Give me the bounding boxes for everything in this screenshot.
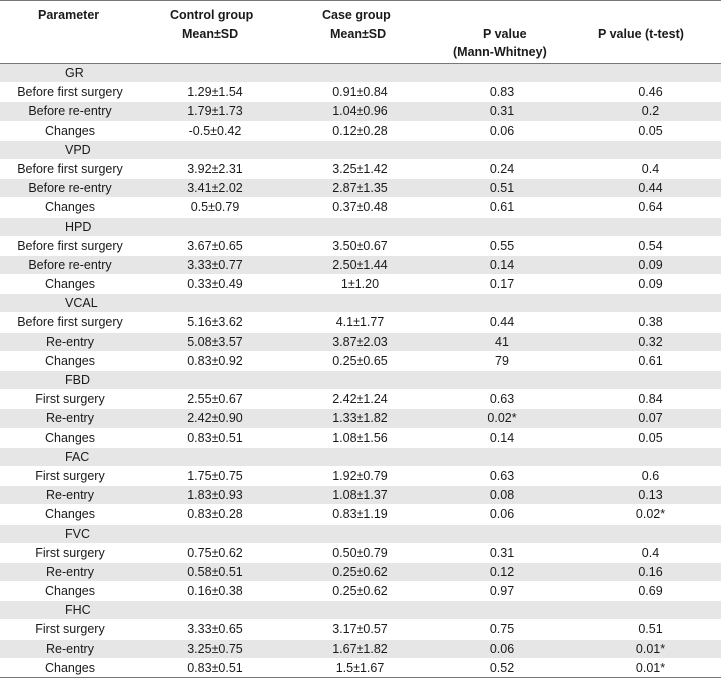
group-label: FAC [65, 449, 90, 464]
table-row [0, 83, 721, 102]
group-row [0, 448, 721, 467]
table-row [0, 640, 721, 659]
group-row [0, 371, 721, 390]
pvalue-ttest: 0.01* [635, 660, 666, 675]
pvalue-ttest: 0.84 [638, 392, 663, 407]
control-value: 0.58±0.51 [187, 564, 243, 579]
pvalue-ttest: 0.51 [638, 622, 663, 637]
pvalue-mann-whitney: 0.83 [489, 85, 515, 100]
table-row [0, 102, 721, 121]
pvalue-mann-whitney: 0.63 [489, 468, 515, 483]
pvalue-ttest: 0.16 [638, 564, 663, 579]
table-row [0, 237, 721, 256]
case-value: 0.25±0.65 [332, 353, 388, 368]
pvalue-mann-whitney: 0.63 [489, 392, 515, 407]
group-row [0, 525, 721, 544]
table-row [0, 659, 721, 678]
group-label: FBD [65, 373, 90, 387]
case-value: 1±1.20 [340, 277, 380, 292]
group-row [0, 601, 721, 620]
pvalue-ttest: 0.09 [638, 257, 663, 272]
case-value: 1.67±1.82 [332, 641, 388, 656]
pvalue-ttest: 0.69 [638, 584, 663, 599]
table-row [0, 390, 721, 409]
table-row [0, 582, 721, 601]
row-label: Before first surgery [17, 238, 123, 253]
pvalue-ttest: 0.02* [635, 507, 666, 522]
group-row [0, 218, 721, 237]
pvalue-ttest: 0.05 [638, 123, 663, 138]
pvalue-ttest: 0.4 [641, 545, 660, 560]
group-row [0, 64, 721, 83]
control-value: 1.29±1.54 [187, 85, 243, 100]
case-value: 0.37±0.48 [332, 200, 388, 215]
control-value: 1.75±0.75 [187, 468, 243, 483]
case-value: 2.42±1.24 [332, 392, 388, 407]
row-label: Re-entry [46, 488, 94, 503]
control-value: 0.16±0.38 [187, 584, 243, 599]
table-row [0, 409, 721, 428]
control-value: 0.83±0.28 [187, 507, 243, 522]
table-row [0, 313, 721, 332]
table-row [0, 333, 721, 352]
pvalue-mann-whitney: 0.97 [489, 584, 515, 599]
pvalue-mann-whitney: 0.52 [489, 660, 515, 675]
pvalue-ttest: 0.32 [638, 334, 663, 349]
header-pvalue-mw-sub: (Mann-Whitney) [453, 45, 547, 59]
row-label: Before first surgery [17, 161, 123, 176]
header-pvalue-mw: P value [483, 27, 527, 41]
row-label: Changes [44, 277, 96, 292]
row-label: Re-entry [46, 334, 94, 349]
table-row [0, 563, 721, 582]
case-value: 1.08±1.56 [332, 430, 388, 445]
table-body [0, 64, 721, 678]
row-label: First surgery [35, 622, 105, 637]
group-row [0, 294, 721, 313]
table-header [0, 0, 721, 64]
row-label: First surgery [35, 392, 105, 407]
row-label: Before re-entry [28, 257, 112, 272]
table-row [0, 467, 721, 486]
control-value: 0.83±0.51 [187, 660, 243, 675]
control-value: 2.55±0.67 [187, 392, 243, 407]
pvalue-mann-whitney: 41 [495, 334, 509, 349]
control-value: 3.33±0.77 [187, 257, 243, 272]
control-value: 3.25±0.75 [187, 641, 243, 656]
pvalue-ttest: 0.07 [638, 411, 663, 426]
pvalue-mann-whitney: 0.61 [489, 200, 515, 215]
table-row [0, 198, 721, 217]
control-value: 0.83±0.92 [187, 353, 243, 368]
control-value: 3.67±0.65 [187, 238, 243, 253]
pvalue-mann-whitney: 0.75 [489, 622, 515, 637]
pvalue-mann-whitney: 0.44 [489, 315, 515, 330]
pvalue-ttest: 0.05 [638, 430, 663, 445]
pvalue-mann-whitney: 0.06 [489, 641, 515, 656]
pvalue-mann-whitney: 0.14 [489, 430, 515, 445]
control-value: 1.79±1.73 [187, 104, 243, 119]
table-row [0, 620, 721, 639]
case-value: 3.25±1.42 [332, 161, 388, 176]
case-value: 0.91±0.84 [332, 85, 388, 100]
pvalue-mann-whitney: 0.12 [489, 564, 515, 579]
row-label: Changes [44, 353, 96, 368]
row-label: Changes [44, 507, 96, 522]
pvalue-ttest: 0.38 [638, 315, 663, 330]
group-label: VCAL [65, 296, 98, 311]
pvalue-ttest: 0.54 [638, 238, 663, 253]
table-row [0, 160, 721, 179]
pvalue-mann-whitney: 0.02* [487, 411, 517, 426]
control-value: 0.75±0.62 [187, 545, 243, 560]
pvalue-mann-whitney: 0.14 [489, 257, 515, 272]
control-value: 1.83±0.93 [187, 488, 243, 503]
row-label: Re-entry [46, 641, 94, 656]
case-value: 2.50±1.44 [332, 257, 388, 272]
case-value: 4.1±1.77 [335, 315, 385, 330]
header-control-mean-sd: Mean±SD [182, 27, 239, 41]
case-value: 0.50±0.79 [332, 545, 388, 560]
case-value: 1.33±1.82 [332, 411, 388, 426]
control-value: 3.41±2.02 [187, 181, 243, 196]
table-row [0, 275, 721, 294]
control-value: 5.16±3.62 [187, 315, 243, 330]
table-row [0, 256, 721, 275]
case-value: 3.17±0.57 [332, 622, 388, 637]
row-label: Changes [44, 660, 96, 675]
group-label: GR [65, 66, 84, 80]
group-label: FHC [65, 603, 91, 618]
row-label: Changes [44, 123, 96, 138]
header-control-group: Control group [170, 8, 254, 22]
table-row [0, 122, 721, 141]
row-label: Changes [44, 584, 96, 599]
table-row [0, 505, 721, 524]
header-case-mean-sd: Mean±SD [330, 27, 387, 41]
pvalue-mann-whitney: 0.31 [489, 545, 515, 560]
pvalue-ttest: 0.64 [638, 200, 663, 215]
group-label: VPD [65, 142, 91, 157]
row-label: Before re-entry [28, 104, 112, 119]
case-value: 0.25±0.62 [332, 564, 388, 579]
pvalue-mann-whitney: 0.24 [489, 161, 515, 176]
row-label: Re-entry [46, 564, 94, 579]
pvalue-ttest: 0.46 [638, 85, 663, 100]
pvalue-ttest: 0.2 [641, 104, 660, 119]
row-label: Changes [44, 430, 96, 445]
pvalue-mann-whitney: 0.51 [489, 181, 515, 196]
row-label: First surgery [35, 468, 105, 483]
pvalue-mann-whitney: 0.06 [489, 123, 515, 138]
control-value: 2.42±0.90 [187, 411, 243, 426]
case-value: 0.83±1.19 [332, 507, 388, 522]
case-value: 1.5±1.67 [335, 660, 385, 675]
pvalue-mann-whitney: 0.31 [489, 104, 515, 119]
control-value: -0.5±0.42 [188, 123, 242, 138]
control-value: 0.83±0.51 [187, 430, 243, 445]
pvalue-ttest: 0.6 [641, 468, 660, 483]
control-value: 3.33±0.65 [187, 622, 243, 637]
control-value: 0.33±0.49 [187, 277, 243, 292]
group-label: FVC [65, 526, 90, 541]
pvalue-ttest: 0.09 [638, 277, 663, 292]
pvalue-ttest: 0.01* [635, 641, 666, 656]
table-row [0, 544, 721, 563]
group-row [0, 141, 721, 160]
case-value: 0.25±0.62 [332, 584, 388, 599]
case-value: 3.87±2.03 [332, 334, 388, 349]
pvalue-mann-whitney: 0.06 [489, 507, 515, 522]
case-value: 1.92±0.79 [332, 468, 388, 483]
pvalue-mann-whitney: 0.08 [489, 488, 515, 503]
pvalue-ttest: 0.4 [641, 161, 660, 176]
case-value: 2.87±1.35 [332, 181, 388, 196]
header-pvalue-ttest: P value (t-test) [598, 27, 684, 41]
row-label: Before re-entry [28, 181, 112, 196]
case-value: 0.12±0.28 [332, 123, 388, 138]
row-label: First surgery [35, 545, 105, 560]
row-label: Re-entry [46, 411, 94, 426]
table-row [0, 429, 721, 448]
table-row [0, 179, 721, 198]
case-value: 3.50±0.67 [332, 238, 388, 253]
header-parameter: Parameter [38, 8, 100, 22]
pvalue-ttest: 0.44 [638, 181, 663, 196]
pvalue-mann-whitney: 0.17 [489, 277, 515, 292]
table-row [0, 352, 721, 371]
control-value: 5.08±3.57 [187, 334, 243, 349]
pvalue-mann-whitney: 0.55 [489, 238, 515, 253]
control-value: 3.92±2.31 [187, 161, 243, 176]
pvalue-mann-whitney: 79 [495, 353, 509, 368]
row-label: Changes [44, 200, 96, 215]
control-value: 0.5±0.79 [190, 200, 240, 215]
case-value: 1.08±1.37 [332, 488, 388, 503]
pvalue-ttest: 0.61 [638, 353, 663, 368]
table-row [0, 486, 721, 505]
case-value: 1.04±0.96 [332, 104, 388, 119]
header-case-group: Case group [322, 8, 391, 22]
row-label: Before first surgery [17, 85, 123, 100]
pvalue-ttest: 0.13 [638, 488, 663, 503]
group-label: HPD [65, 219, 92, 234]
row-label: Before first surgery [17, 315, 123, 330]
